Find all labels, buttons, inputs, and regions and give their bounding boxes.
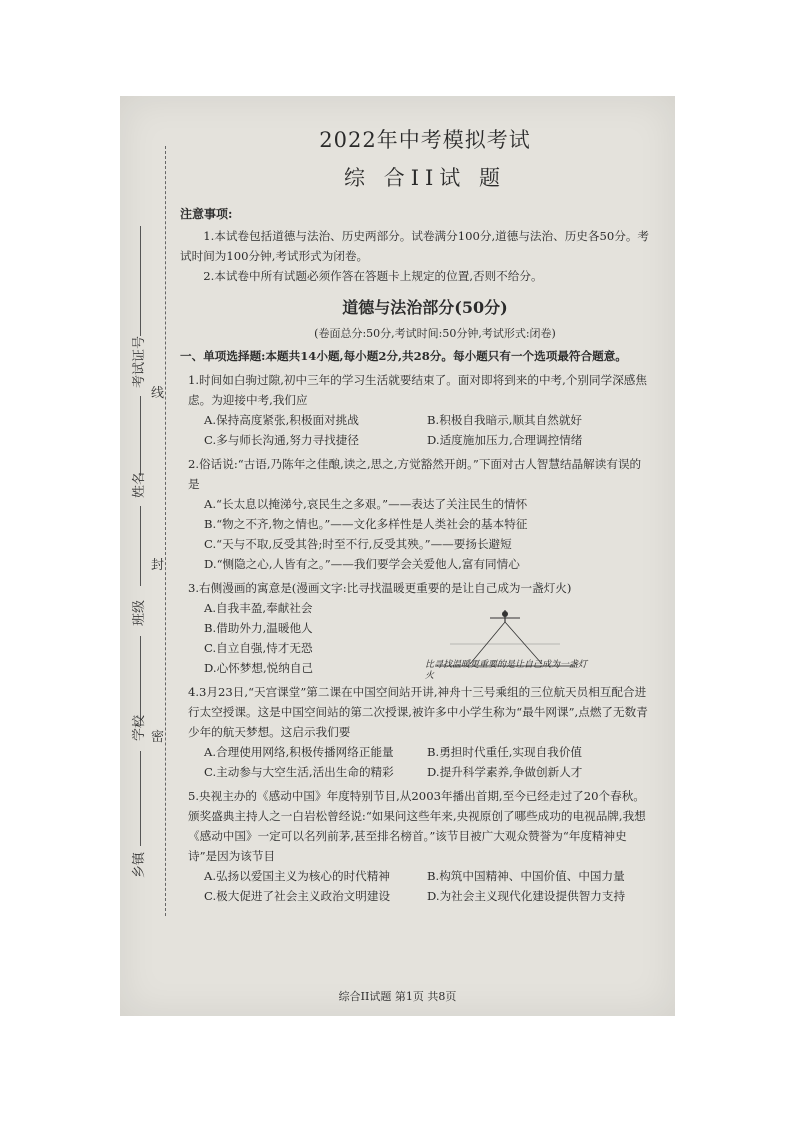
options (188, 742, 650, 782)
question-stem: 2.俗话说:“古语,乃陈年之佳酿,读之,思之,方觉豁然开朗。”下面对古人智慧结晶解读有误的是 (188, 457, 642, 491)
label-exam-id: 考试证号 (132, 335, 147, 388)
question-5 (180, 786, 650, 906)
option-b: B.构筑中国精神、中国价值、中国力量 (427, 869, 625, 883)
question-1 (180, 370, 650, 450)
option-a: A.保持高度紧张,积极面对挑战 (204, 413, 359, 427)
blank-line-class (140, 506, 141, 586)
option-c: C.自立自强,恃才无恐 (204, 641, 313, 655)
question-4 (180, 682, 650, 782)
paper-content (180, 124, 650, 906)
blank-line-exam-id (140, 226, 141, 336)
label-school: 学校 (132, 714, 147, 741)
question-2 (180, 454, 650, 574)
option-c: C.多与师长沟通,努力寻找捷径 (204, 433, 359, 447)
option-a: A.弘扬以爱国主义为核心的时代精神 (204, 869, 390, 883)
label-name: 姓名 (132, 471, 147, 498)
options (188, 866, 650, 906)
blank-line-name (140, 396, 141, 476)
blank-line-school (140, 636, 141, 726)
question-stem: 4.3月23日,“天宫课堂”第二课在中国空间站开讲,神舟十三号乘组的三位航天员相互配合进行太空授课。这是中国空间站的第二次授课,被许多中小学生称为“最牛网课”,点燃了无数青少年的航天梦想。这启示我们要 (188, 685, 648, 739)
option-c: C.极大促进了社会主义政治文明建设 (204, 889, 391, 903)
options (188, 410, 650, 450)
option-a: A.“长太息以掩涕兮,哀民生之多艰。”——表达了关注民生的情怀 (204, 497, 528, 511)
option-c: C.主动参与大空生活,活出生命的精彩 (204, 765, 394, 779)
question-stem: 3.右侧漫画的寓意是(漫画文字:比寻找温暖更重要的是让自己成为一盏灯火) (188, 581, 572, 595)
label-class: 班级 (132, 599, 147, 626)
notice-heading: 注意事项: (180, 207, 233, 221)
section-subtitle: (卷面总分:50分,考试时间:50分钟,考试形式:闭卷) (314, 327, 556, 340)
exam-title: 2022年中考模拟考试 (319, 128, 531, 152)
cartoon-caption: 比寻找温暖更重要的是让自己成为一盏灯火 (425, 660, 588, 681)
question-stem: 1.时间如白驹过隙,初中三年的学习生活就要结束了。面对即将到来的中考,个别同学深感焦虑。为迎接中考,我们应 (188, 373, 647, 407)
question-stem: 5.央视主办的《感动中国》年度特别节目,从2003年播出首期,至今已经走过了20个春秋。颁奖盛典主持人之一白岩松曾经说:“如果问这些年来,央视原创了哪些成功的电视品牌,我想《感动中国》一定可以名列前茅,甚至排名榜首。”该节目被广大观众赞誉为“年度精神史诗”是因为该节目 (188, 789, 646, 863)
binding-dashed-line (165, 146, 166, 916)
cut-word-seal: 封 (151, 552, 164, 575)
question-3 (180, 578, 650, 681)
cut-word-secret: 密 (151, 724, 164, 747)
option-a: A.合理使用网络,积极传播网络正能量 (204, 745, 394, 759)
notice-item-2: 2.本试卷中所有试题必须作答在答题卡上规定的位置,否则不给分。 (203, 269, 543, 283)
option-a: A.自我丰盈,奉献社会 (204, 601, 313, 615)
label-town: 乡镇 (132, 851, 147, 878)
cut-word-line: 线 (151, 380, 164, 403)
option-b: B.借助外力,温暖他人 (204, 621, 313, 635)
option-d: D.为社会主义现代化建设提供智力支持 (427, 889, 626, 903)
paper-title: 综 合II试 题 (344, 166, 506, 190)
options (188, 494, 650, 574)
exam-paper (120, 96, 675, 1016)
section-title: 道德与法治部分(50分) (342, 298, 508, 317)
question-type-heading: 一、单项选择题:本题共14小题,每小题2分,共28分。每小题只有一个选项最符合题意。 (180, 349, 627, 363)
page-footer: 综合II试题 第1页 共8页 (338, 990, 457, 1003)
notice-item-1: 1.本试卷包括道德与法治、历史两部分。试卷满分100分,道德与法治、历史各50分。考试时间为100分钟,考试形式为闭卷。 (180, 229, 650, 263)
option-b: B.勇担时代重任,实现自我价值 (427, 745, 583, 759)
blank-line-town (140, 751, 141, 846)
option-d: D.适度施加压力,合理调控情绪 (427, 433, 583, 447)
option-c: C.“天与不取,反受其咎;时至不行,反受其殃。”——要扬长避短 (204, 537, 512, 551)
option-d: D.心怀梦想,悦纳自己 (204, 661, 314, 675)
option-b: B.“物之不齐,物之情也。”——文化多样性是人类社会的基本特征 (204, 517, 528, 531)
option-d: D.“恻隐之心,人皆有之。”——我们要学会关爱他人,富有同情心 (204, 557, 520, 571)
option-b: B.积极自我暗示,顺其自然就好 (427, 413, 583, 427)
option-d: D.提升科学素养,争做创新人才 (427, 765, 583, 779)
